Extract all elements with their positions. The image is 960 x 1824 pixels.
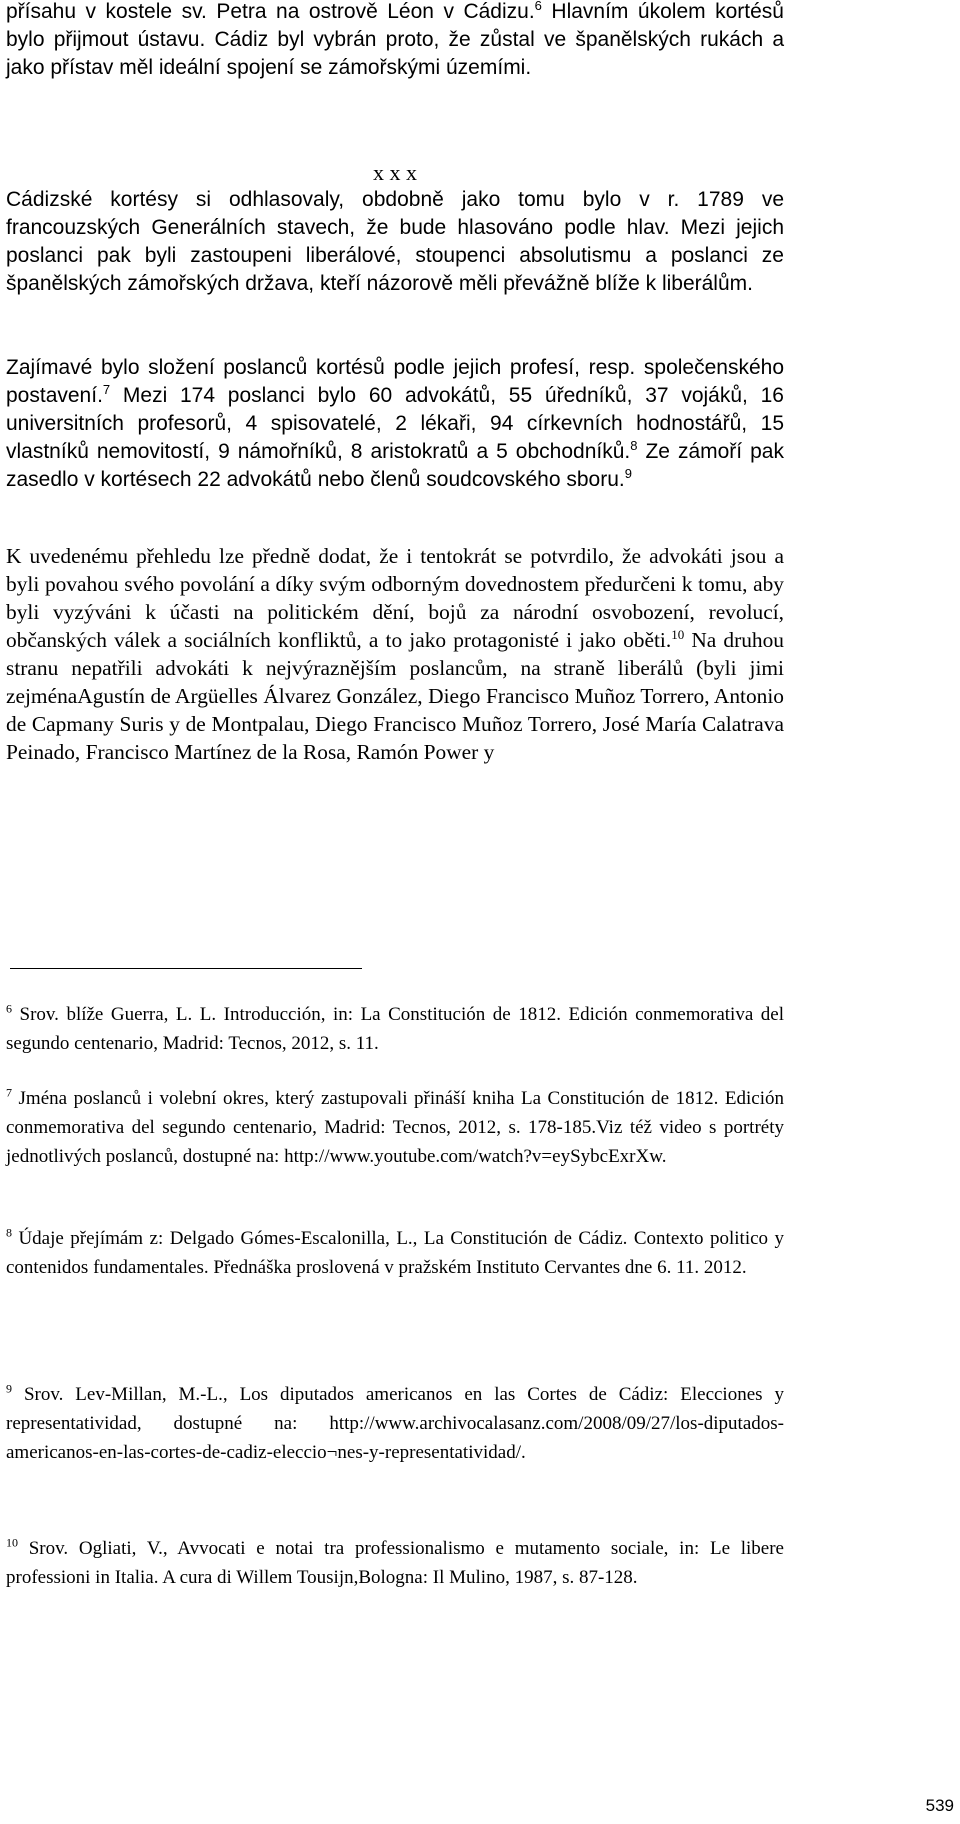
paragraph-2-text-b: Mezi 174 poslanci bylo 60 advokátů, 55 úředníků, 37 vojáků, 16 universitních profesorů, 4 spisovatelé, 2 lékaři, 94 církevních hodnostářů, 15 vlastníků nemovitostí, 9 námořníků, 8 aristokratů a 5 obchodníků. xyxy=(6,384,784,463)
footnote-number: 7 xyxy=(6,1085,12,1100)
paragraph-3-text-a: K uvedenému přehledu lze předně dodat, že i tentokrát se potvrdilo, že advokáti jsou a byli povahou svého povolání a díky svým odborným dovednostem předurčeni k tomu, aby byli vyzýváni k účasti na politickém dění, bojů za národní osvobození, revolucí, občanských válek a sociálních konfliktů, a to jako protagonisté i jako oběti. xyxy=(6,544,784,652)
footnote-10 xyxy=(6,1534,784,1592)
footnote-text: Srov. Ogliati, V., Avvocati e notai tra professionalismo e mutamento sociale, in: Le libere professioni in Italia. A cura di Willem Tousijn,Bologna: Il Mulino, 1987, s. 87-128. xyxy=(6,1538,784,1588)
paragraph-3 xyxy=(6,542,784,766)
footnote-number: 6 xyxy=(6,1001,12,1016)
footnote-text: Údaje přejímám z: Delgado Gómes-Escalonilla, L., La Constitución de Cádiz. Contexto politico y contenidos fundamentales. Přednáška proslovená v pražském Instituto Cervantes dne 6. 11. 2012. xyxy=(6,1228,784,1278)
footnote-separator xyxy=(10,968,362,969)
intro-text-b: Hlavním úkolem kortésů bylo přijmout ústavu. Cádiz byl vybrán proto, že zůstal ve španělských rukách a jako přístav měl ideální spojení se zámořskými územími. xyxy=(6,0,784,79)
footnote-ref-10: 10 xyxy=(671,626,685,642)
paragraph-1-text: Cádizské kortésy si odhlasovaly, obdobně jako tomu bylo v r. 1789 ve francouzských Generálních stavech, že bude hlasováno podle hlav. Mezi jejich poslanci pak byli zastoupeni liberálové, stoupenci absolutismu a poslanci ze španělských zámořských država, kteří názorově měli převážně blíže k liberálům. xyxy=(6,188,784,295)
footnote-ref-7: 7 xyxy=(102,382,111,397)
section-separator: x x x xyxy=(373,160,417,185)
page-number: 539 xyxy=(925,1796,954,1815)
footnote-number: 10 xyxy=(6,1535,18,1550)
footnote-9 xyxy=(6,1380,784,1467)
footnote-ref-9: 9 xyxy=(624,466,632,481)
footnote-number: 8 xyxy=(6,1225,12,1240)
footnote-text: Srov. Lev-Millan, M.-L., Los diputados americanos en las Cortes de Cádiz: Elecciones y representatividad, dostupné na: http://www.archivocalasanz.com/2008/09/27/los-diputados-americanos-en-las-cortes-de-cadiz-eleccio¬nes-y-representatividad/. xyxy=(6,1384,784,1463)
paragraph-2-text-a: Zajímavé bylo složení poslanců kortésů podle jejich profesí, resp. společenského postavení. xyxy=(6,356,784,407)
footnote-8 xyxy=(6,1224,784,1282)
footnote-6 xyxy=(6,1000,784,1058)
paragraph-3-text-b: Na druhou stranu nepatřili advokáti k nejvýraznějším poslancům, na straně liberálů (byli jimi zejménaAgustín de Argüelles Álvarez González, Diego Francisco Muñoz Torrero, Antonio de Capmany Suris y de Montpalau, Diego Francisco Muñoz Torrero, José María Calatrava Peinado, Francisco Martínez de la Rosa, Ramón Power y xyxy=(6,628,784,764)
paragraph-2-text-c: Ze zámoří pak zasedlo v kortésech 22 advokátů nebo členů soudcovského sboru. xyxy=(6,440,784,491)
footnote-ref-8: 8 xyxy=(630,438,638,453)
footnote-ref-6: 6 xyxy=(534,0,542,13)
footnote-number: 9 xyxy=(6,1381,12,1396)
footnote-7 xyxy=(6,1084,784,1171)
paragraph-2 xyxy=(6,354,784,494)
footnote-text: Srov. blíže Guerra, L. L. Introducción, in: La Constitución de 1812. Edición conmemorativa del segundo centenario, Madrid: Tecnos, 2012, s. 11. xyxy=(6,1004,784,1054)
paragraph-1 xyxy=(6,186,784,298)
intro-text-a: přísahu v kostele sv. Petra na ostrově Léon v Cádizu. xyxy=(6,0,535,23)
footnote-text: Jména poslanců i volební okres, který zastupovali přináší kniha La Constitución de 1812. Edición conmemorativa del segundo centenario, Madrid: Tecnos, 2012, s. 178-185.Viz též video s portréty jednotlivých poslanců, dostupné na: http://www.youtube.com/watch?v=eySybcExrXw. xyxy=(6,1088,784,1167)
intro-paragraph xyxy=(6,0,784,82)
